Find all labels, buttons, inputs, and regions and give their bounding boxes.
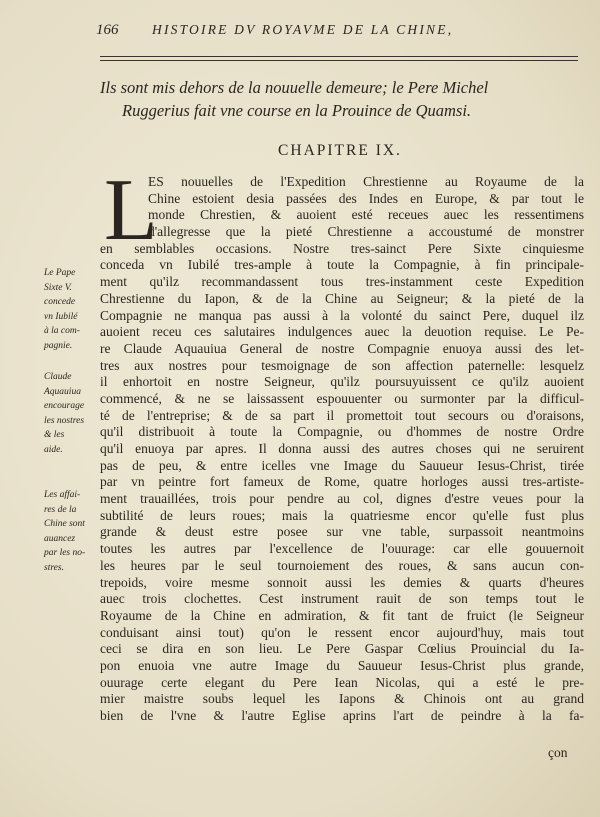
text-line: ment qu'ilz recommandassent tous tres-instamment ceste Expedition — [100, 274, 584, 290]
margin-note-pope — [44, 266, 100, 353]
margin-note-line: Claude — [44, 372, 72, 382]
page-header — [96, 22, 576, 46]
text-line: pon enuoia vne autre Image du Sauueur Iesus-Christ plus grande, — [100, 657, 584, 673]
text-line: Chrestienne du Iapon, & de la Chine au Seigneur; & la pieté de la — [100, 290, 584, 306]
header-rule — [100, 56, 578, 61]
text-line: Royaume de la Chine en admiration, & fit tant de fruict (le Seigneur — [100, 607, 584, 623]
margin-note-line: stres. — [44, 562, 64, 573]
text-line: té de l'entreprise; & de sa part il promettoit tout secours ou d'oraisons, — [100, 407, 584, 423]
text-line: grande & deust estre posee sur vne table, surpassoit neantmoins — [100, 524, 584, 540]
text-line: qu'il distribuoit à toute la Compagnie, ou d'hommes de nostre Ordre — [100, 424, 584, 440]
text-line: ceci se dira en son lieu. Le Pere Gaspar Cœlius Prouincial du Ia- — [100, 641, 584, 657]
margin-note-affairs — [44, 488, 100, 575]
chapter-summary — [100, 76, 580, 122]
text-line: Chine estoient desia passées des Indes en Europe, & par tout le — [148, 190, 584, 206]
text-line: re Claude Aquauiua General de nostre Compagnie enuoya aussi des let- — [100, 340, 584, 356]
text-line: monde Chrestien, & auoient esté receues auec les ressentimens — [148, 207, 584, 223]
text-line: toutes les autres par l'excellence de l'ouurage: car elle gouuernoit — [100, 541, 584, 557]
page-number: 166 — [96, 22, 119, 38]
margin-note-line: & les — [44, 430, 65, 440]
summary-line: Ils sont mis dehors de la nouuelle demeure; le Pere Michel — [100, 78, 489, 97]
text-line: ES nouuelles de l'Expedition Chrestienne au Royaume de la — [148, 174, 584, 189]
drop-cap: L — [104, 162, 158, 259]
text-line: commencé, & ne se laissassent espouuenter ou surmonter par la difficul- — [100, 390, 584, 406]
margin-note-line: à la com- — [44, 326, 80, 336]
text-line: bien de l'vne & l'autre Eglise aprins l'art de peindre à la fa- — [100, 708, 584, 723]
margin-note-line: Chine sont — [44, 519, 85, 529]
margin-note-line: concede — [44, 297, 76, 307]
margin-note-line: res de la — [44, 504, 77, 515]
catchword: çon — [548, 745, 568, 760]
text-line: conceda vn Iubilé tres-ample à toute la Compagnie, à fin principale- — [100, 257, 584, 273]
text-line: qu'il enuoya par apres. Il donna aussi des autres choses qui ne seruirent — [100, 441, 584, 456]
margin-note-line: Aquauiua — [44, 386, 81, 397]
text-line: tres aux nostres pour tesmoignage de son affection paternelle: lesquelz — [100, 357, 584, 373]
text-line: mier maistre soubs lequel les Iapons & Chinois ont au grand — [100, 691, 584, 707]
margin-note-line: aide. — [44, 444, 63, 455]
text-line: pas de peu, & entre icelles vne Image du Sauueur Iesus-Christ, tirée — [100, 457, 584, 473]
text-line: subtilité de leurs roues; mais la quatriesme encor qu'elle fust plus — [100, 507, 584, 523]
margin-note-line: auancez — [44, 533, 76, 544]
text-line: il enhortoit en nostre Seigneur, qu'ilz poursuyuissent ce qu'ilz auoient — [100, 374, 584, 390]
margin-note-line: Sixte V. — [44, 282, 72, 293]
margin-note-line: Le Pape — [44, 268, 76, 278]
margin-note-line: par les no- — [44, 548, 86, 558]
chapter-title: CHAPITRE IX. — [278, 142, 402, 159]
margin-note-line: Les affai- — [44, 490, 81, 500]
text-line: auec trois clochettes. Cest instrument rauit de son temps tout le — [100, 591, 584, 607]
text-line: Compagnie ne manqua pas aussi à la volonté du sainct Pere, duquel ilz — [100, 307, 584, 323]
text-line: ment trauaillées, trois pour pendre au col, dignes d'estre veues pour la — [100, 491, 584, 507]
text-line: en semblables occasions. Nostre tres-sainct Pere Sixte cinquiesme — [100, 240, 584, 256]
running-head: HISTOIRE DV ROYAVME DE LA CHINE, — [152, 22, 454, 37]
margin-note-aquaviva — [44, 370, 100, 457]
margin-note-line: encourage — [44, 401, 85, 411]
text-line: les heures par le seul tournoiement des roues, & sans aucun con- — [100, 557, 584, 573]
text-line: par vn peintre fort fameux de Rome, quatre horloges aussi tres-artiste- — [100, 474, 584, 490]
text-line: conduisant ainsi tout) qu'on le ressent encor aujourd'huy, mais tout — [100, 624, 584, 640]
text-line: trepoids, voire mesme sonnoit aussi les demies & quarts d'heures — [100, 574, 584, 590]
summary-line: Ruggerius fait vne course en la Prouince de Quamsi. — [122, 101, 472, 120]
margin-note-line: pagnie. — [44, 340, 73, 351]
text-line: auoient receu ces salutaires indulgences auec la deuotion requise. Le Pe- — [100, 324, 584, 340]
body-text — [100, 174, 584, 725]
margin-note-line: les nostres — [44, 415, 85, 426]
text-line: d'allegresse que la pieté Chrestienne a accoustumé de monstrer — [148, 224, 584, 240]
margin-note-line: vn Iubilé — [44, 311, 78, 322]
text-line: ouurage certe elegant du Pere Iean Nicolas, qui a esté le pre- — [100, 674, 584, 690]
